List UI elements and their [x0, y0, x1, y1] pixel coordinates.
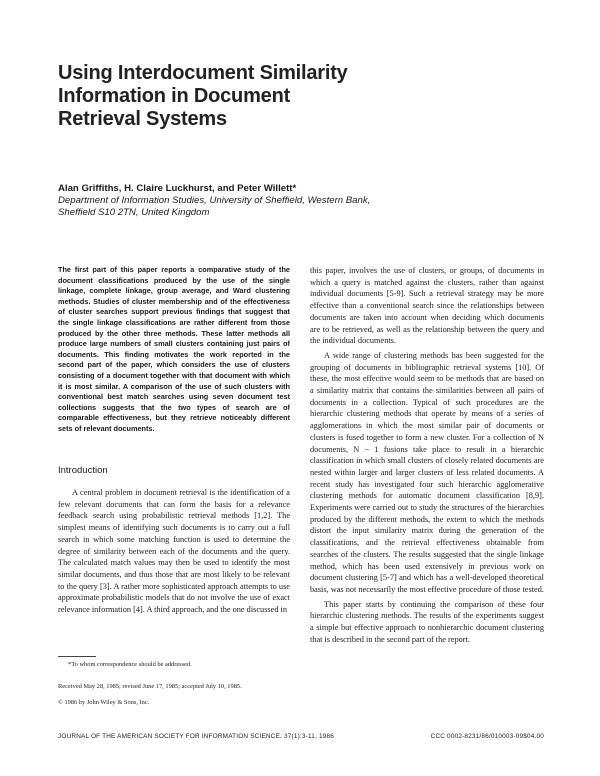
introduction-body [58, 487, 290, 616]
ccc-code: CCC 0002-8231/86/010003-09$04.00 [430, 733, 544, 740]
received-dates: Received May 28, 1985; revised June 17, 1985; accepted July 10, 1985. [58, 683, 242, 690]
title-line-2: Information in Document [58, 85, 291, 107]
copyright-notice: © 1986 by John Wiley & Sons, Inc. [58, 699, 150, 706]
right-column [310, 265, 544, 646]
title-line-1: Using Interdocument Similarity [58, 62, 348, 84]
title-line-3: Retrieval Systems [58, 108, 227, 130]
affiliation-line-2: Sheffield S10 2TN, United Kingdom [58, 207, 210, 218]
author-block [58, 183, 558, 219]
footnote-divider [58, 656, 96, 657]
article-title [58, 62, 478, 131]
introduction-heading: Introduction [58, 465, 108, 476]
right-paragraph-1: this paper, involves the use of clusters, or groups, of documents in which a query is matched against the clusters, rather than against individual documents [5-9]. Such a retrieval strategy may be more effective than a conventional search since the relationships between documents are taken into account when deciding which documents are to be retrieved, as well as the relationship between the query and the individual documents. [310, 266, 544, 346]
running-footer [58, 733, 544, 740]
author-names: Alan Griffiths, H. Claire Luckhurst, and Peter Willett* [58, 183, 297, 194]
correspondence-footnote: *To whom correspondence should be addressed. [68, 661, 192, 668]
affiliation-line-1: Department of Information Studies, University of Sheffield, Western Bank, [58, 195, 371, 206]
right-paragraph-3: This paper starts by continuing the comparison of these four hierarchic clustering methods. The results of the experiments suggest a simple but effective approach to nonhierarchic document clustering that is described in the second part of the report. [310, 599, 544, 644]
right-paragraph-2: A wide range of clustering methods has been suggested for the grouping of documents in bibliographic retrieval systems [10]. Of these, the most effective would seem to be methods that are based on a similarity matrix that contains the similarities between all pairs of documents in a collection. Typical of such procedures are the hierarchic clustering methods that operate by means of a series of agglomerations in which the most similar pair of documents or clusters is fused together to form a new cluster. For a collection of N documents, N − 1 fusions take place to result in a hierarchic classification in which small clusters of closely related documents are nested within larger and larger clusters of less related documents. A recent study has investigated four such hierarchic agglomerative clustering methods for automatic document classification [8,9]. Experiments were carried out to study the structures of the hierarchies produced by the different methods, the extent to which the methods distort the input similarity matrix during the generation of the classifications, and the retrieval effectiveness obtainable from searches of the clusters. The results suggested that the single linkage method, which has been used extensively in previous work on document clustering [5-7] and which has a well-developed theoretical basis, was not necessarily the most effective procedure of those tested. [310, 350, 544, 594]
journal-citation: JOURNAL OF THE AMERICAN SOCIETY FOR INFORMATION SCIENCE. 37(1):3-11, 1986 [58, 733, 334, 740]
introduction-paragraph-1: A central problem in document retrieval is the identification of a few relevant documents that can form the basis for a relevance feedback search using probabilistic retrieval methods [1,2]. The simplest means of identifying such documents is to carry out a full search in which some matching function is used to determine the degree of similarity between each of the documents and the query. The calculated match values may then be used to identify the most similar documents, and thus those that are most likely to be relevant to the query [3]. A rather more sophisticated approach attempts to use approximate probabilistic models that do not involve the use of exact relevance information [4]. A third approach, and the one discussed in [58, 488, 290, 615]
abstract: The first part of this paper reports a comparative study of the document classifications produced by the use of the single linkage, complete linkage, group average, and Ward clustering methods. Studies of cluster membership and of the effectiveness of cluster searches support previous findings that suggest that the single linkage classifications are rather different from those produced by the other three methods. These latter methods all produce large numbers of small clusters containing just pairs of documents. This finding motivates the work reported in the second part of the paper, which considers the use of clusters consisting of a document together with that document with which it is most similar. A comparison of the use of such clusters with conventional best match searches using seven document test collections suggests that the two types of search are of comparable effectiveness, but they retrieve noticeably different sets of relevant documents. [58, 265, 290, 433]
